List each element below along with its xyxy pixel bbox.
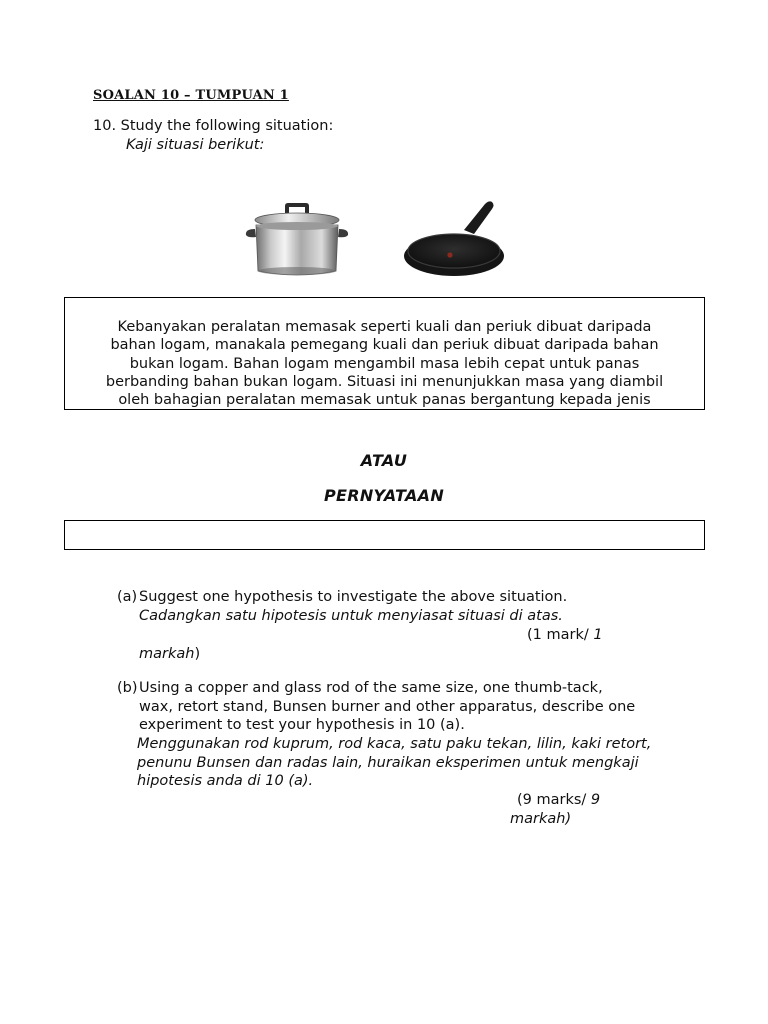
part-b-label: (b) — [117, 680, 138, 696]
situation-line: bahan logam, manakala pemegang kuali dan periuk dibuat daripada bahan — [110, 337, 659, 354]
part-b-marks — [517, 792, 600, 808]
part-b-malay-line: penunu Bunsen dan radas lain, huraikan eksperimen untuk mengkaji — [137, 755, 639, 771]
situation-line: Kebanyakan peralatan memasak seperti kuali dan periuk dibuat daripada — [117, 319, 652, 335]
question-prompt-malay: Kaji situasi berikut: — [126, 137, 265, 153]
pernyataan-label: PERNYATAAN — [323, 486, 445, 505]
situation-text — [65, 318, 704, 409]
situation-line: berbanding bahan bukan logam. Situasi ini menunjukkan masa yang diambil — [105, 373, 664, 390]
part-a-marks-close: ) — [194, 646, 201, 662]
part-a-label: (a) — [117, 589, 138, 605]
situation-line: bukan logam. Bahan logam mengambil masa lebih cepat untuk panas — [129, 355, 640, 372]
part-a-marks-text: (1 mark/ — [527, 627, 594, 643]
part-b-marks-text: (9 marks/ — [517, 792, 591, 808]
part-b-question-line: Using a copper and glass rod of the same size, one thumb-tack, — [139, 680, 603, 696]
part-b-question-line: experiment to test your hypothesis in 10 (a). — [139, 717, 465, 733]
part-a-question-malay: Cadangkan satu hipotesis untuk menyiasat situasi di atas. — [139, 608, 563, 624]
part-a-marks-cont — [139, 646, 200, 662]
situation-box — [64, 297, 705, 410]
part-b-marks-number: 9 — [590, 792, 601, 808]
situation-line: oleh bahagian peralatan memasak untuk panas bergantung kepada jenis — [118, 392, 651, 409]
part-a-question: Suggest one hypothesis to investigate the above situation. — [139, 589, 568, 605]
part-b-question-line: wax, retort stand, Bunsen burner and other apparatus, describe one — [139, 699, 636, 715]
cooking-pot-image — [240, 185, 352, 290]
question-heading: SOALAN 10 – TUMPUAN 1 — [93, 88, 289, 103]
part-a-marks — [527, 627, 603, 643]
part-b-malay-line: hipotesis anda di 10 (a). — [137, 773, 314, 789]
part-a-markah: markah — [139, 646, 195, 662]
part-b-malay-line: Menggunakan rod kuprum, rod kaca, satu paku tekan, lilin, kaki retort, — [137, 736, 652, 752]
question-prompt: 10. Study the following situation: — [93, 118, 334, 134]
part-a-marks-number: 1 — [593, 627, 603, 643]
frying-pan-image — [402, 198, 508, 280]
part-b-markah: markah) — [510, 811, 572, 827]
statement-box — [64, 520, 705, 550]
atau-label: ATAU — [360, 451, 408, 470]
